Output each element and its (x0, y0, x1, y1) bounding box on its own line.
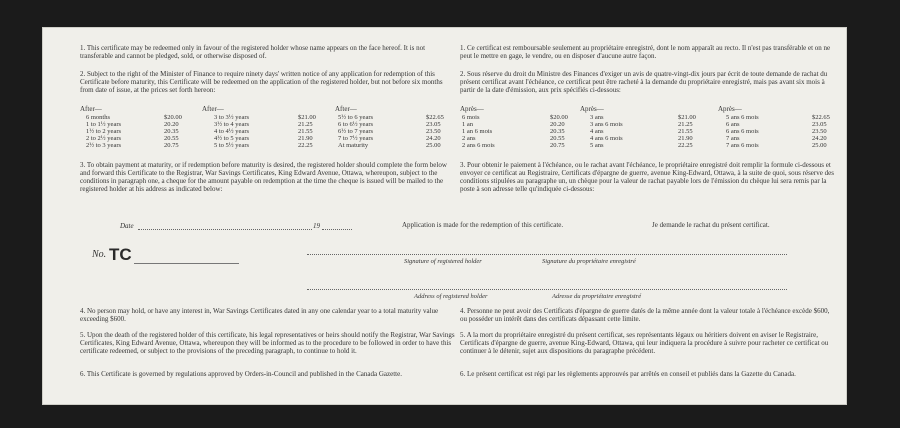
schedule-term: 4 ans (590, 128, 604, 135)
schedule-term: 1 an (462, 121, 474, 128)
schedule-term: 1 an 6 mois (462, 128, 493, 135)
fr-schedule-col-2 (590, 114, 696, 149)
schedule-term: 6 ans (726, 121, 740, 128)
application-text-en: Application is made for the redemption of this certificate. (402, 221, 564, 229)
schedule-price: 22.25 (298, 142, 313, 149)
schedule-term: 2 ans 6 mois (462, 142, 495, 149)
fr-schedule-col-1 (462, 114, 568, 149)
year-field[interactable] (322, 229, 352, 230)
date-label: Date (120, 222, 134, 230)
fr-schedule-apres-2: Après— (580, 105, 604, 113)
schedule-term: At maturity (338, 142, 369, 149)
schedule-price: 21.25 (678, 121, 693, 128)
schedule-term: 3 ans (590, 114, 604, 121)
schedule-term: 6½ to 7 years (338, 128, 374, 135)
schedule-term: 6 ans 6 mois (726, 128, 759, 135)
schedule-price: 20.55 (164, 135, 179, 142)
certificate-number-label: No. (92, 249, 107, 260)
schedule-term: 7 ans 6 mois (726, 142, 759, 149)
fr-schedule-apres-1: Après— (460, 105, 484, 113)
en-paragraph-5: 5. Upon the death of the registered holder of this certificate, his legal representatives or heirs should notify the Registrar, War Savings Certificates, King Edward Avenue, Ottawa, whereupon they will be informed as to the procedure to be followed in order to have this certificate redeemed, or subject to the provisions of the preceding paragraph, to continue to hold it. (80, 331, 455, 355)
schedule-price: 24.20 (426, 135, 441, 142)
address-field[interactable] (307, 289, 787, 290)
schedule-price: $21.00 (678, 114, 696, 121)
fr-paragraph-4: 4. Personne ne peut avoir des Certificats d'épargne de guerre datés de la même année dont la valeur totale à l'échéance excède $600, ou posséder un intérêt dans des certificats dépassant cette limite. (460, 307, 830, 323)
fr-schedule-col-3 (726, 114, 830, 149)
schedule-term: 2 to 2½ years (86, 135, 122, 142)
en-schedule-col-1 (86, 114, 182, 149)
schedule-term: 5 ans (590, 142, 604, 149)
schedule-term: 6 months (86, 114, 111, 121)
schedule-price: $20.00 (550, 114, 568, 121)
year-prefix: 19 (313, 222, 320, 230)
schedule-term: 5½ to 6 years (338, 114, 374, 121)
schedule-term: 3 ans 6 mois (590, 121, 623, 128)
schedule-price: 20.20 (164, 121, 179, 128)
schedule-term: 3 to 3½ years (214, 114, 250, 121)
schedule-price: 25.00 (426, 142, 441, 149)
en-schedule-col-3 (338, 114, 444, 149)
schedule-price: 22.25 (678, 142, 693, 149)
schedule-price: $22.65 (812, 114, 830, 121)
certificate-back (42, 27, 847, 405)
schedule-price: 23.50 (426, 128, 441, 135)
schedule-price: 20.75 (164, 142, 179, 149)
schedule-price: 21.55 (678, 128, 693, 135)
schedule-term: 2½ to 3 years (86, 142, 122, 149)
en-schedule-after-2: After— (202, 105, 224, 113)
schedule-term: 1 to 1½ years (86, 121, 122, 128)
schedule-price: $21.00 (298, 114, 316, 121)
fr-paragraph-2: 2. Sous réserve du droit du Ministre des Finances d'exiger un avis de quatre-vingt-dix jours par écrit de toute demande de rachat du présent certificat avant l'échéance, ce certificat peut être racheté à la demande du propriétaire enregistré, mais pas avant six mois à partir de la date d'émission, aux prix spécifiés ci-dessous: (460, 70, 828, 94)
schedule-term: 3½ to 4 years (214, 121, 250, 128)
fr-schedule-apres-3: Après— (718, 105, 742, 113)
schedule-term: 2 ans (462, 135, 476, 142)
schedule-price: 20.55 (550, 135, 565, 142)
certificate-number-field[interactable] (134, 263, 239, 264)
schedule-price: 23.05 (426, 121, 441, 128)
schedule-term: 4½ to 5 years (214, 135, 250, 142)
schedule-price: 20.35 (164, 128, 179, 135)
schedule-term: 5 to 5½ years (214, 142, 250, 149)
schedule-price: 21.55 (298, 128, 313, 135)
fr-paragraph-6: 6. Le présent certificat est régi par les règlements approuvés par arrêtés en conseil et publiés dans la Gazette du Canada. (460, 370, 796, 378)
date-field[interactable] (138, 229, 312, 230)
en-schedule-after-1: After— (80, 105, 102, 113)
schedule-term: 7 ans (726, 135, 740, 142)
fr-paragraph-1: 1. Ce certificat est remboursable seulement au propriétaire enregistré, dont le nom apparaît au recto. Il n'est pas transférable et on ne peut le mettre en gage, le vendre, ou en disposer d'aucune autre façon. (460, 44, 831, 60)
schedule-price: 25.00 (812, 142, 827, 149)
en-schedule-after-3: After— (335, 105, 357, 113)
address-label-en: Address of registered holder (414, 293, 488, 300)
schedule-price: 23.05 (812, 121, 827, 128)
schedule-price: $20.00 (164, 114, 182, 121)
en-paragraph-2: 2. Subject to the right of the Minister of Finance to require ninety days' written notice of any application for redemption of this Certificate before maturity, this Certificate will be redeemed on the application of the registered holder, but not before six months from date of issue, at the prices set forth hereon: (80, 70, 443, 94)
signature-field[interactable] (307, 254, 787, 255)
schedule-price: 20.35 (550, 128, 565, 135)
schedule-term: 6 mois (462, 114, 480, 121)
schedule-price: 24.20 (812, 135, 827, 142)
schedule-price: 23.50 (812, 128, 827, 135)
certificate-number-prefix: TC (109, 245, 132, 264)
schedule-price: 21.90 (678, 135, 693, 142)
en-paragraph-3: 3. To obtain payment at maturity, or if redemption before maturity is desired, the registered holder should complete the form below and forward this Certificate to the Registrar, War Savings Certificates, King Edward Avenue, Ottawa, whereupon, subject to the conditions in paragraph one, a cheque for the amount payable on redemption at the time the cheque is issued will be mailed to the registered holder at his address as indicated below: (80, 161, 447, 193)
schedule-price: $22.65 (426, 114, 444, 121)
schedule-term: 5 ans 6 mois (726, 114, 759, 121)
fr-paragraph-3: 3. Pour obtenir le paiement à l'échéance, ou le rachat avant l'échéance, le propriétaire enregistré doit remplir la formule ci-dessous et envoyer ce certificat au Registraire, Certificats d'épargne de guerre, avenue King-Edward, Ottawa, à la suite de quoi, sous réserve des conditions stipulées au paragraphe un, un chèque pour la valeur de rachat payable lors de l'émission du chèque lui sera remis par la poste à son adresse telle qu'indiquée ci-dessous: (460, 161, 834, 193)
signature-label-fr: Signature du propriétaire enregistré (542, 258, 636, 265)
en-schedule-col-2 (214, 114, 316, 149)
schedule-term: 1½ to 2 years (86, 128, 122, 135)
fr-paragraph-5: 5. A la mort du propriétaire enregistré du présent certificat, ses représentants légaux ou héritiers doivent en aviser le Registraire, Certificats d'épargne de guerre, avenue King-Edward, Ottawa, qui leur indiquera la procédure à suivre pour racheter ce certificat ou continuer à le détenir, sujet aux dispositions du paragraphe précédent. (460, 331, 829, 355)
en-paragraph-6: 6. This Certificate is governed by regulations approved by Orders-in-Council and published in the Canada Gazette. (80, 370, 402, 378)
en-paragraph-1: 1. This certificate may be redeemed only in favour of the registered holder whose name appears on the face hereof. It is not transferable and cannot be pledged, sold, or otherwise disposed of. (80, 44, 426, 60)
schedule-term: 4 to 4½ years (214, 128, 250, 135)
schedule-price: 21.25 (298, 121, 313, 128)
en-paragraph-4: 4. No person may hold, or have any interest in, War Savings Certificates dated in any one calendar year to a total maturity value exceeding $600. (80, 307, 439, 323)
schedule-price: 20.75 (550, 142, 565, 149)
schedule-price: 20.20 (550, 121, 565, 128)
schedule-price: 21.90 (298, 135, 313, 142)
address-label-fr: Adresse du propriétaire enregistré (552, 293, 642, 300)
schedule-term: 4 ans 6 mois (590, 135, 623, 142)
schedule-term: 6 to 6½ years (338, 121, 374, 128)
signature-label-en: Signature of registered holder (404, 258, 482, 265)
schedule-term: 7 to 7½ years (338, 135, 374, 142)
application-text-fr: Je demande le rachat du présent certificat. (652, 221, 770, 229)
